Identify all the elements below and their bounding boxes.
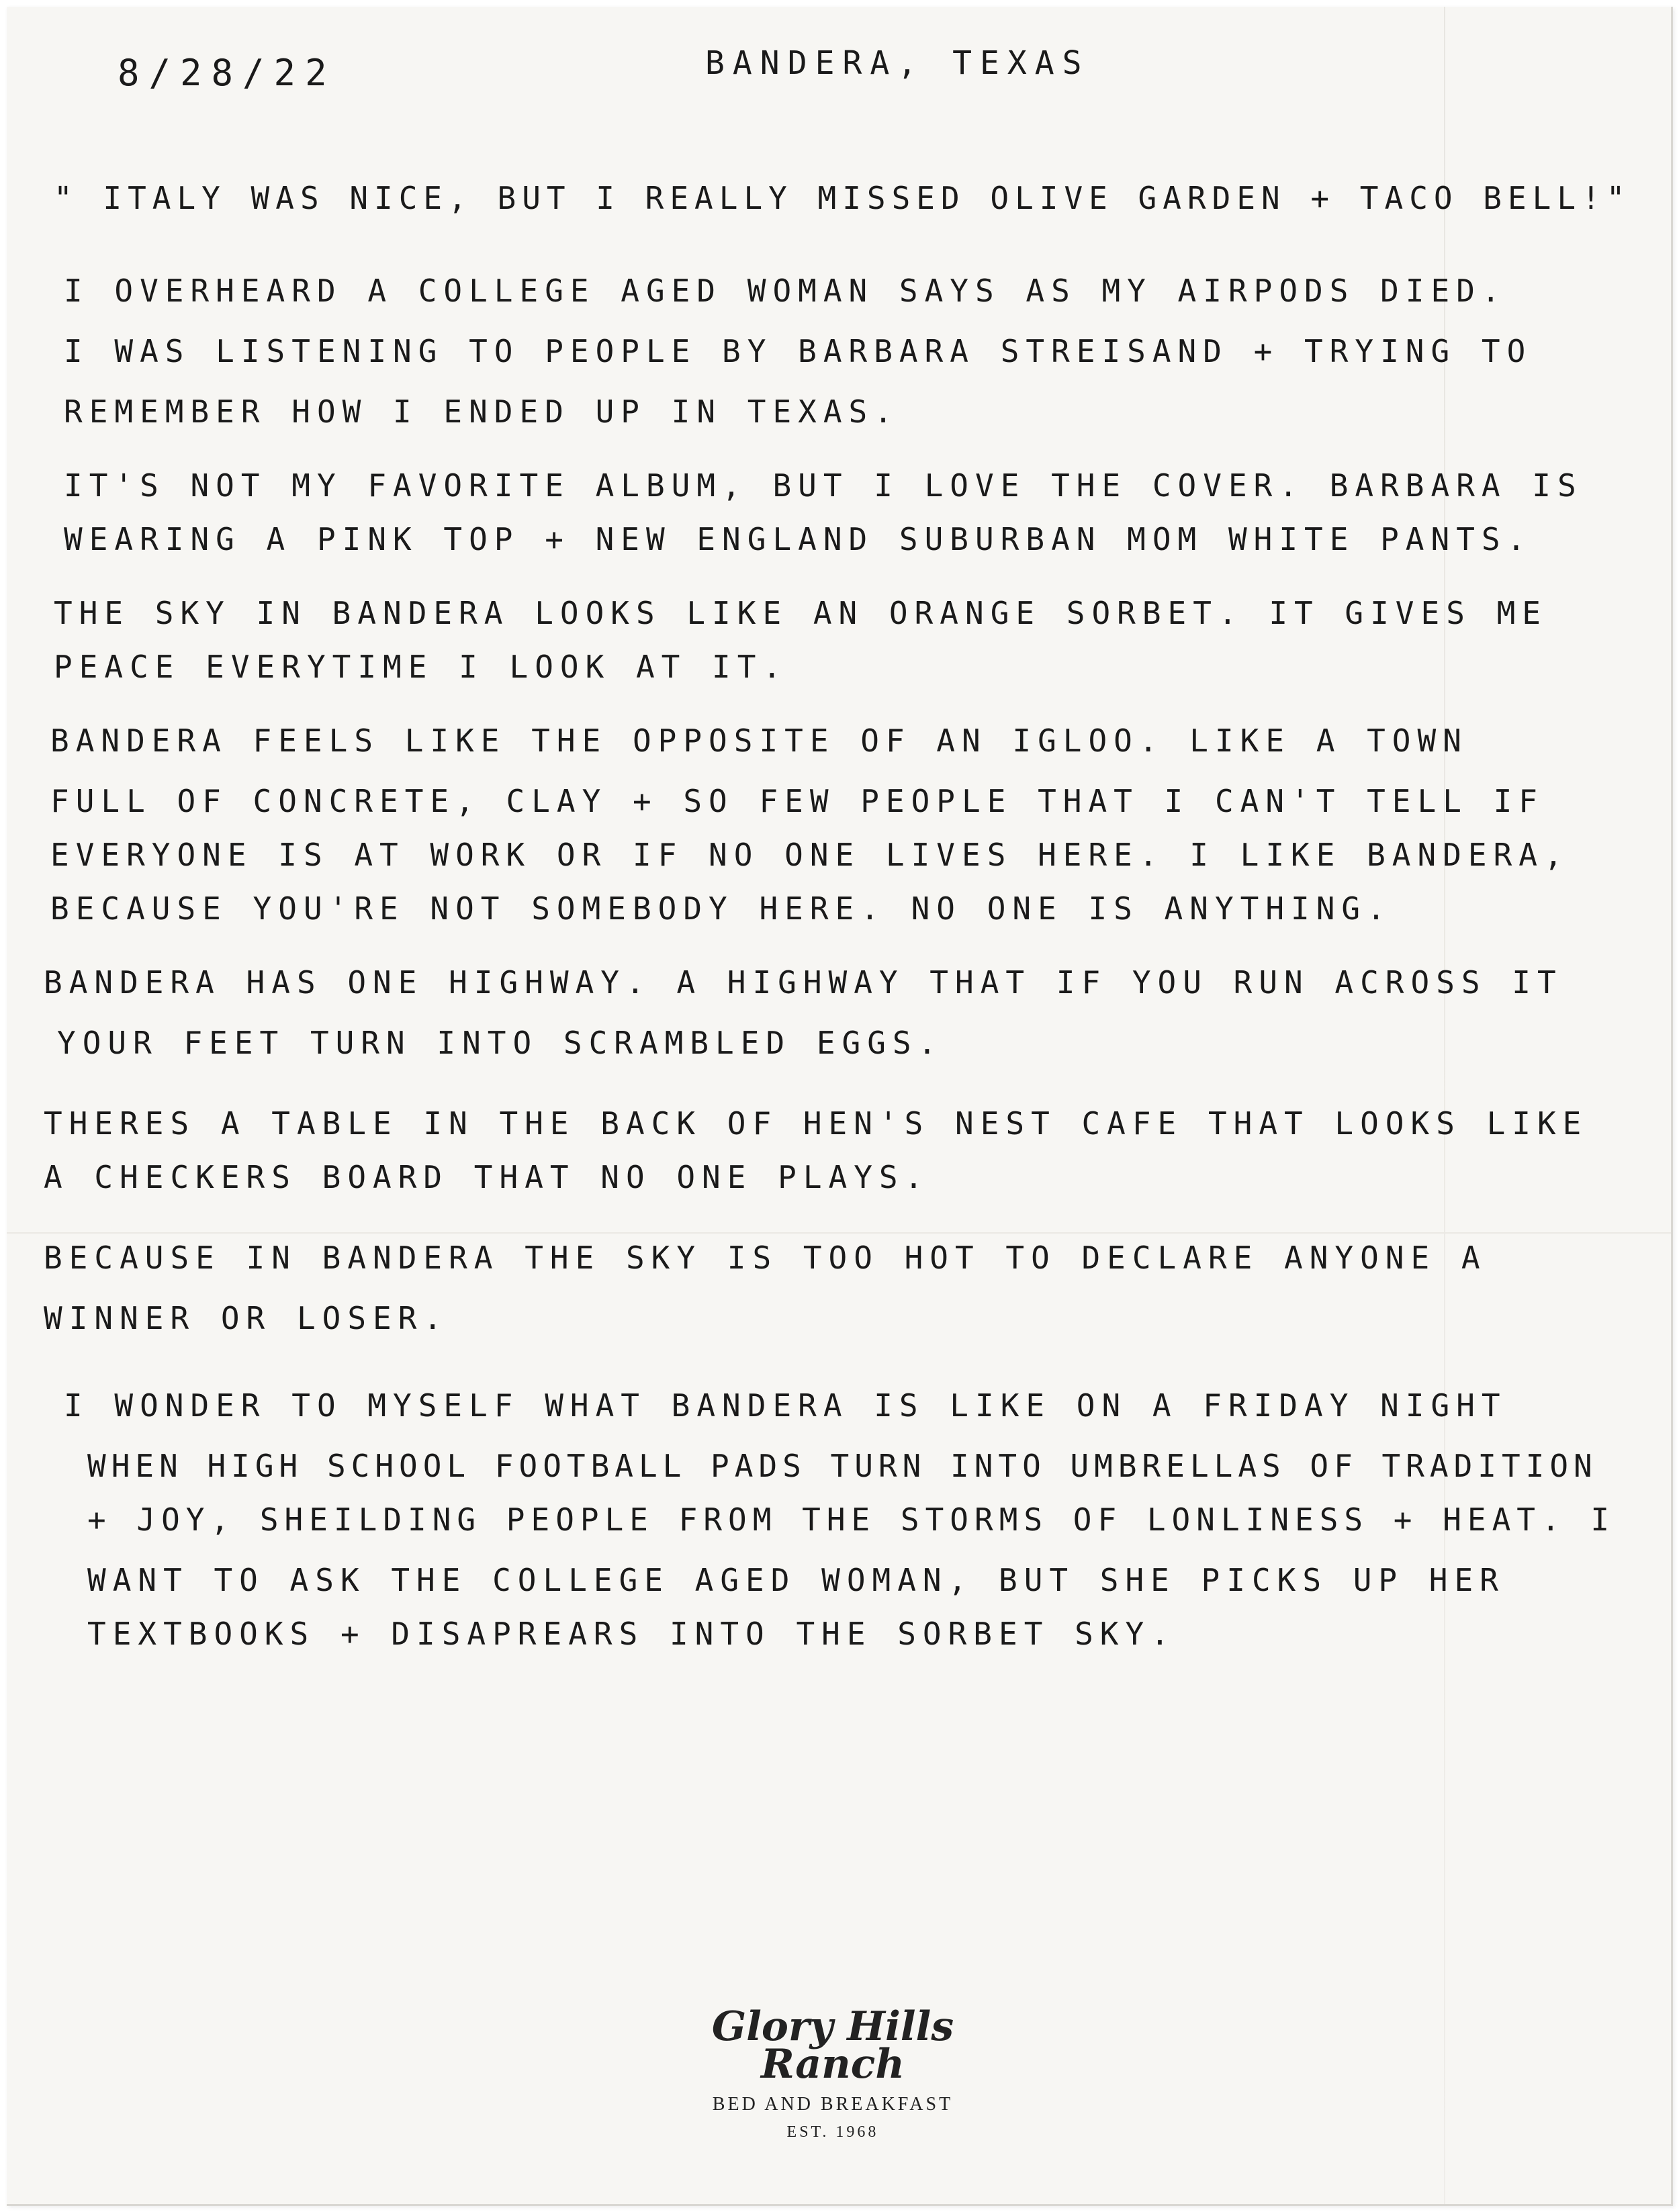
letter-line: FULL OF CONCRETE, CLAY + SO FEW PEOPLE THAT I CAN'T TELL IF [50, 783, 1544, 819]
letter-line: A CHECKERS BOARD THAT NO ONE PLAYS. [44, 1159, 930, 1195]
letter-line: EVERYONE IS AT WORK OR IF NO ONE LIVES HERE. I LIKE BANDERA, [50, 837, 1570, 873]
logo-established: EST. 1968 [786, 2123, 879, 2141]
paper-fold-horizontal [7, 1232, 1671, 1234]
letter-line: TEXTBOOKS + DISAPREARS INTO THE SORBET SKY. [87, 1616, 1176, 1652]
letter-line: + JOY, SHEILDING PEOPLE FROM THE STORMS OF LONLINESS + HEAT. I [87, 1502, 1616, 1538]
letter-location: BANDERA, TEXAS [705, 44, 1090, 82]
letter-line: REMEMBER HOW I ENDED UP IN TEXAS. [64, 394, 899, 430]
letter-line: PEACE EVERYTIME I LOOK AT IT. [54, 649, 788, 685]
letter-line: IT'S NOT MY FAVORITE ALBUM, BUT I LOVE THE COVER. BARBARA IS [64, 467, 1583, 504]
letter-line: BECAUSE IN BANDERA THE SKY IS TOO HOT TO DECLARE ANYONE A [44, 1240, 1487, 1276]
letter-line: YOUR FEET TURN INTO SCRAMBLED EGGS. [57, 1025, 944, 1061]
letter-line: THE SKY IN BANDERA LOOKS LIKE AN ORANGE SORBET. IT GIVES ME [54, 595, 1547, 631]
letter-line: I WONDER TO MYSELF WHAT BANDERA IS LIKE ON A FRIDAY NIGHT [64, 1387, 1507, 1424]
letter-line: THERES A TABLE IN THE BACK OF HEN'S NEST CAFE THAT LOOKS LIKE [44, 1105, 1588, 1142]
letter-line: I OVERHEARD A COLLEGE AGED WOMAN SAYS AS MY AIRPODS DIED. [64, 273, 1507, 309]
letter-date: 8/28/22 [118, 52, 336, 94]
letter-line: BANDERA HAS ONE HIGHWAY. A HIGHWAY THAT IF YOU RUN ACROSS IT [44, 964, 1563, 1001]
letter-line: WINNER OR LOSER. [44, 1300, 449, 1336]
letter-line: " ITALY WAS NICE, BUT I REALLY MISSED OLIVE GARDEN + TACO BELL!" [54, 180, 1631, 216]
letter-line: WEARING A PINK TOP + NEW ENGLAND SUBURBAN MOM WHITE PANTS. [64, 521, 1533, 557]
letter-paper [7, 7, 1673, 2206]
logo-tagline: BED AND BREAKFAST [712, 2094, 954, 2115]
letter-line: WHEN HIGH SCHOOL FOOTBALL PADS TURN INTO UMBRELLAS OF TRADITION [87, 1448, 1598, 1484]
letter-line: I WAS LISTENING TO PEOPLE BY BARBARA STREISAND + TRYING TO [64, 333, 1533, 369]
logo-name-line2: Ranch [761, 2041, 905, 2088]
letter-line: WANT TO ASK THE COLLEGE AGED WOMAN, BUT SHE PICKS UP HER [87, 1562, 1505, 1598]
letter-line: BECAUSE YOU'RE NOT SOMEBODY HERE. NO ONE IS ANYTHING. [50, 890, 1392, 927]
letter-line: BANDERA FEELS LIKE THE OPPOSITE OF AN IGLOO. LIKE A TOWN [50, 723, 1468, 759]
ranch-logo [672, 2003, 994, 2141]
logo-name-line1: Glory Hills [711, 2003, 954, 2050]
